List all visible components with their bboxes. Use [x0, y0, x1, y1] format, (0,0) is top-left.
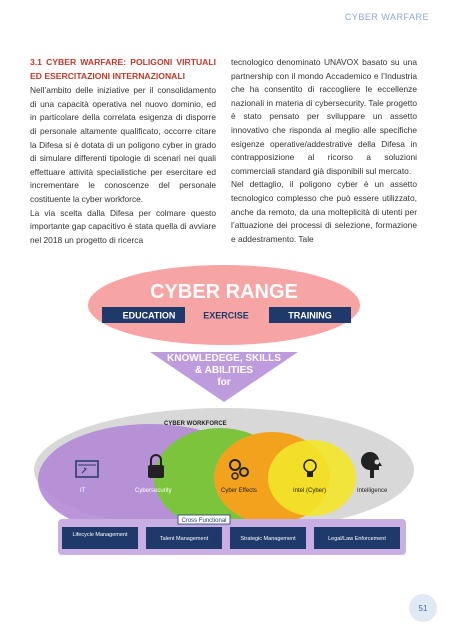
function-legal: Legal/Law Enforcement: [328, 536, 386, 542]
pillar-education: EDUCATION: [122, 310, 176, 321]
left-paragraph-2: La via scelta dalla Difesa per colmare questo importante gap capacitivo è stata quella di avviare nel 2018 un progetto di ricerca: [30, 207, 216, 245]
page-number: 51: [409, 594, 437, 622]
domain-cyber-effects: Cyber Effects: [221, 488, 257, 494]
function-lifecycle-box: [62, 527, 138, 549]
ksa-line-1: KNOWLEDEGE, SKILLS: [167, 353, 281, 364]
domain-it: IT: [80, 488, 86, 494]
section-header: CYBER WARFARE: [344, 12, 429, 22]
domain-intel-cyber: Intel (Cyber): [293, 488, 327, 494]
domain-cybersecurity: Cybersecurity: [135, 488, 172, 494]
right-paragraph-1: tecnologico denominato UNAVOX basato su una partnership con il mondo Accademico e l’Industria che ha consentito di raccogliere le eccellenze nazionali in materia di cybersecurity. Tale progetto è stato pensato per sviluppare un assetto innovativo che risponda al meglio alle specifiche esigenze operative/addestrative della Difesa in contrapposizione al ricorso a soluzioni commerciali standard già disponibili sul mercato.: [231, 57, 417, 176]
function-talent: Talent Management: [159, 536, 209, 542]
function-lifecycle: [72, 532, 128, 538]
function-lifecycle-label: Lifecycle Management: [72, 532, 128, 538]
cross-functional-label: Cross Functional: [181, 518, 227, 524]
article-heading: 3.1 CYBER WARFARE: POLIGONI VIRTUALI ED ESERCITAZIONI INTERNAZIONALI: [30, 57, 216, 81]
ksa-line-2: & ABILITIES: [195, 365, 253, 376]
workforce-label: CYBER WORKFORCE: [164, 421, 227, 427]
left-paragraph-1: Nell’ambito delle iniziative per il consolidamento di una capacità operativa nel nuovo dominio, ed in particolare della correlata esigenza di disporre di personale altamente qualificato, occorre citare la Difesa si è dotata di un poligono cyber in grado di simulare differenti tipologie di scenari nei quali effettuare attività specialistiche per esercitare ed incrementare le conoscenze del personale costituente la cyber workforce.: [30, 85, 216, 204]
right-paragraph-2: Nel dettaglio, il poligono cyber è un assetto tecnologico complesso che può essere utilizzato, anche da remoto, da una molteplicità di utenti per l’attuazione dei processi di selezione, formazione e addestramento. Tale: [231, 179, 417, 244]
cyber-range-oval: [88, 265, 360, 345]
pillar-training: TRAINING: [288, 310, 332, 321]
ksa-line-3: for: [217, 377, 231, 388]
domain-intelligence: Intelligence: [357, 488, 388, 494]
pillar-exercise: EXERCISE: [203, 310, 249, 321]
intel-cyber-ellipse: [268, 440, 356, 516]
function-strategic: Strategic Management: [240, 536, 296, 542]
cyber-range-title: CYBER RANGE: [150, 281, 298, 303]
